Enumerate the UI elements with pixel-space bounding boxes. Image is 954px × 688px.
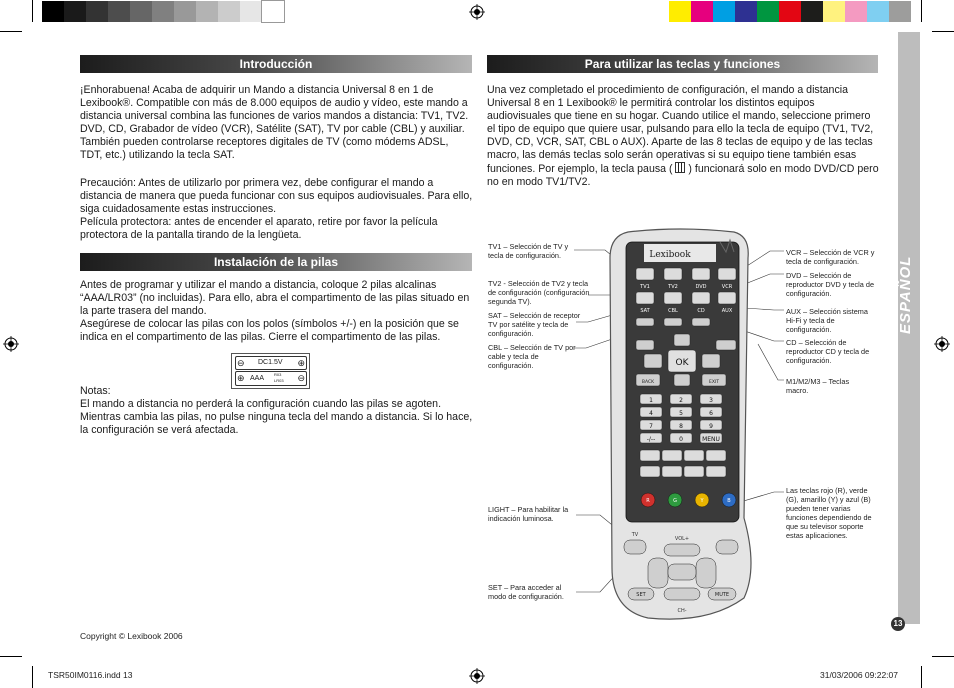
color-swatch (867, 1, 889, 22)
callout-sat: SAT – Selección de receptor TV por satélite y tecla de configuración. (488, 311, 581, 338)
tv-key[interactable] (624, 540, 646, 554)
gray-swatch (196, 1, 218, 22)
color-swatch (801, 1, 823, 22)
callout-color-keys: Las teclas rojo (R), verde (G), amarillo (Y) y azul (B) pueden tener varias funciones dependiendo de que su televisor soporte estas aplicaciones. (786, 486, 872, 540)
plus-symbol: ⊕ (297, 358, 305, 368)
macro-key-right[interactable] (716, 340, 736, 350)
color-swatch (713, 1, 735, 22)
left-rocker-key[interactable] (648, 558, 668, 588)
battery-top (235, 356, 307, 370)
brand-logo: Lexibook (649, 250, 691, 260)
ch-down-label: CH- (677, 608, 687, 614)
registration-mark-icon (934, 336, 950, 352)
notes-title: Notas: (80, 385, 111, 397)
device-key-tv1[interactable] (636, 268, 654, 280)
callout-light: LIGHT – Para habilitar la indicación luminosa. (488, 505, 569, 523)
set-key[interactable] (668, 564, 696, 580)
number-key-label: MENU (702, 436, 720, 443)
color-swatch (889, 1, 911, 22)
crop-mark (32, 666, 33, 688)
menu-key[interactable] (636, 340, 654, 350)
left-key[interactable] (644, 354, 662, 368)
color-key-label: R (646, 498, 650, 504)
macro-key-m3[interactable] (692, 318, 710, 326)
device-key-label: VCR (721, 284, 733, 290)
down-key[interactable] (674, 374, 690, 386)
set-label: SET (636, 592, 646, 598)
crop-mark (921, 666, 922, 688)
pause-icon (675, 162, 685, 173)
number-key-label: 0 (679, 436, 683, 443)
language-label: ESPAÑOL (897, 255, 914, 335)
device-key-cd[interactable] (692, 292, 710, 304)
battery-bottom (235, 371, 307, 386)
callout-set: SET – Para acceder al modo de configuración. (488, 583, 564, 601)
number-key-label: -/-- (646, 436, 656, 443)
footer-file: TSR50IM0116.indd 13 (48, 670, 133, 680)
number-key-label: 3 (709, 397, 713, 404)
number-key-label: 4 (649, 410, 653, 417)
transport-key-7[interactable] (684, 466, 704, 477)
page-number: 13 (891, 617, 905, 631)
color-swatch (669, 1, 691, 22)
callout-vcr: VCR – Selección de VCR y tecla de configuración. (786, 248, 875, 266)
battery-text (80, 279, 473, 344)
transport-key-8[interactable] (706, 466, 726, 477)
gray-swatch (152, 1, 174, 22)
vol-up-key[interactable] (664, 544, 700, 556)
color-swatch (757, 1, 779, 22)
color-key-label: B (727, 498, 731, 504)
device-key-label: CBL (668, 308, 678, 314)
minus-symbol: ⊖ (297, 373, 305, 383)
device-key-sat[interactable] (636, 292, 654, 304)
color-swatch (845, 1, 867, 22)
crop-mark (32, 0, 33, 22)
copyright: Copyright © Lexibook 2006 (80, 631, 183, 641)
gray-swatch (108, 1, 130, 22)
registration-mark-icon (469, 4, 485, 20)
device-key-vcr[interactable] (718, 268, 736, 280)
number-key-label: 5 (679, 410, 683, 417)
notes-paragraph: El mando a distancia no perderá la configuración cuando las pilas se agoten. (80, 398, 442, 410)
gray-swatch (262, 1, 284, 22)
device-key-label: TV1 (640, 284, 650, 290)
protective-film-paragraph: Película protectora: antes de encender el aparato, retire por favor la película protectora de la pantalla tirando de la lengüeta. (80, 216, 438, 241)
callout-cbl: CBL – Selección de TV por cable y tecla de configuración. (488, 343, 576, 370)
functions-text (487, 84, 879, 189)
vol-up-label: VOL+ (674, 536, 690, 542)
mute-label: MUTE (714, 592, 730, 598)
minus-symbol: ⊖ (237, 358, 245, 368)
device-key-dvd[interactable] (692, 268, 710, 280)
notes-paragraph: Mientras cambia las pilas, no pulse ninguna tecla del mando a distancia. Si lo hace, la configuración se verá afectada. (80, 411, 473, 436)
gray-swatch (174, 1, 196, 22)
battery-voltage-label: DC1.5V (258, 359, 283, 366)
device-key-label: SAT (640, 308, 650, 314)
gray-swatch (240, 1, 262, 22)
callout-macro: M1/M2/M3 – Teclas macro. (786, 377, 850, 395)
number-key-label: 2 (679, 397, 683, 404)
notes-text (80, 385, 473, 437)
color-swatch (823, 1, 845, 22)
intro-text (80, 84, 473, 162)
device-key-cbl[interactable] (664, 292, 682, 304)
battery-tiny-label: LR03 (274, 378, 284, 383)
functions-paragraph (487, 84, 879, 189)
color-swatch (735, 1, 757, 22)
battery-tiny-label: R03 (274, 372, 282, 377)
remote-illustration (608, 228, 753, 622)
device-key-label: TV2 (668, 284, 678, 290)
functions-paragraph-start: Una vez completado el procedimiento de configuración, el mando a distancia Universal 8 en 1 Lexibook® le permitirá controlar los distintos equipos audiovisuales que tiene en su hogar. Cuando utilice el mando, seleccione primero el tipo de equipo que quiere usar, pulsando para ello la tecla de equipo (TV1, TV2, DVD, CD, VCR, SAT, CBL o AUX). Aparte de las 8 teclas de equipo y de las teclas macro, las demás teclas solo serán operativas si su equipo tiene también esas funciones. Por ejemplo, la tecla pausa ( (487, 84, 874, 175)
caution-text (80, 177, 473, 242)
gray-swatch (218, 1, 240, 22)
remote-control (608, 228, 753, 622)
battery-polarity-paragraph: Asegúrese de colocar las pilas con los polos (símbolos +/-) en la posición que se indica en el compartimento de las pilas. Cierre el compartimento de las pilas. (80, 318, 459, 343)
color-key-label: G (673, 498, 677, 504)
footer-date: 31/03/2006 09:22:07 (820, 670, 898, 680)
callout-tv1: TV1 – Selección de TV y tecla de configuración. (488, 242, 569, 260)
number-key-label: 9 (709, 423, 713, 430)
device-key-aux[interactable] (718, 292, 736, 304)
number-key-label: 7 (649, 423, 653, 430)
crop-mark (932, 656, 954, 657)
gray-swatch (64, 1, 86, 22)
color-swatch (779, 1, 801, 22)
color-key-label: Y (700, 498, 704, 504)
caution-paragraph: Precaución: Antes de utilizarlo por primera vez, debe configurar el mando a distancia de manera que pueda funcionar con sus equipos audiovisuales. Para ello, siga cuidadosamente estas instrucciones. (80, 177, 473, 215)
number-key-label: 8 (679, 423, 683, 430)
transport-key-1[interactable] (640, 450, 660, 461)
battery-paragraph: Antes de programar y utilizar el mando a distancia, coloque 2 pilas alcalinas “AAA/LR03” (no incluidas). Para ello, abra el compartimento de las pilas situado en la parte trasera del mando. (80, 279, 470, 317)
registration-mark-icon (3, 336, 19, 352)
power-key[interactable] (716, 540, 738, 554)
crop-mark (0, 656, 22, 657)
callout-tv2: TV2 - Selección de TV2 y tecla de configuración (configuración segunda TV). (488, 279, 590, 306)
color-swatch (691, 1, 713, 22)
functions-header: Para utilizar las teclas y funciones (487, 55, 878, 73)
crop-mark (932, 31, 954, 32)
transport-key-6[interactable] (662, 466, 682, 477)
intro-paragraph: ¡Enhorabuena! Acaba de adquirir un Mando a distancia Universal 8 en 1 de Lexibook®. Compatible con más de 8.000 equipos de audio y vídeo, este mando a distancia universal combina las funciones de varios mandos a distancia: TV1, TV2. DVD, CD, Grabador de vídeo (VCR), Satélite (SAT), TV por cable (CBL) y auxiliar. También pueden controlarse receptores digitales de TV (como módems ADSL, TDT, etc.) utilizando la tecla SAT. (80, 84, 469, 161)
callout-aux: AUX – Selección sistema Hi-Fi y tecla de configuración. (786, 307, 868, 334)
gray-swatch (130, 1, 152, 22)
right-key[interactable] (702, 354, 720, 368)
device-key-label: AUX (721, 308, 733, 314)
callout-cd: CD – Selección de reproductor CD y tecla de configuración. (786, 338, 870, 365)
crop-mark (921, 0, 922, 22)
macro-key-m2[interactable] (664, 318, 682, 326)
battery-type-label: AAA (250, 375, 265, 382)
gray-swatch (42, 1, 64, 22)
device-key-label: CD (697, 308, 705, 314)
plus-symbol: ⊕ (237, 373, 245, 383)
functions-paragraph-end: ) funcionará solo en modo DVD/CD pero no en modo TV1/TV2. (487, 163, 879, 188)
up-key[interactable] (674, 334, 690, 346)
ok-label: OK (675, 358, 689, 368)
tv-label: TV (631, 532, 639, 538)
transport-key-2[interactable] (662, 450, 682, 461)
transport-key-3[interactable] (684, 450, 704, 461)
intro-header: Introducción (80, 55, 472, 73)
number-key-label: 1 (649, 397, 653, 404)
battery-diagram (231, 353, 310, 389)
device-key-label: DVD (695, 284, 707, 290)
device-key-tv2[interactable] (664, 268, 682, 280)
number-key-label: 6 (709, 410, 713, 417)
exit-label: EXIT (708, 380, 720, 385)
back-label: BACK (641, 380, 655, 385)
ch-down-key[interactable] (664, 588, 700, 600)
battery-header: Instalación de la pilas (80, 253, 472, 271)
registration-mark-icon (469, 668, 485, 684)
transport-key-5[interactable] (640, 466, 660, 477)
macro-key-m1[interactable] (636, 318, 654, 326)
right-rocker-key[interactable] (696, 558, 716, 588)
callout-dvd: DVD – Selección de reproductor DVD y tecla de configuración. (786, 271, 875, 298)
transport-key-4[interactable] (706, 450, 726, 461)
crop-mark (0, 31, 22, 32)
gray-swatch (86, 1, 108, 22)
